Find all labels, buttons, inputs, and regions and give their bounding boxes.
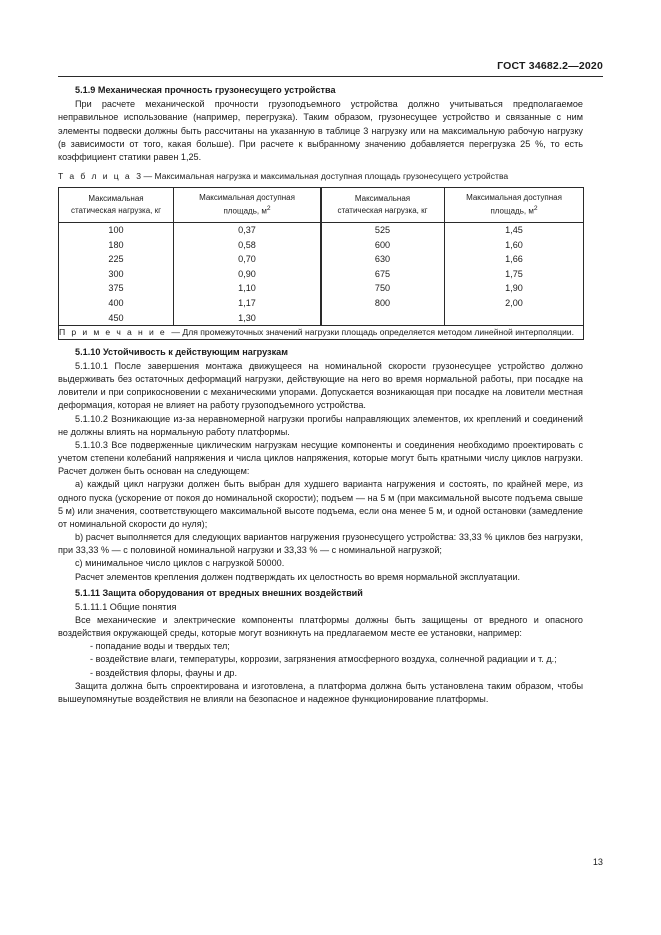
cell-area-left: 1,10 [174, 281, 321, 296]
table-row [59, 311, 584, 326]
cell-area-left: 0,58 [174, 238, 321, 253]
list-item-a: a) каждый цикл нагрузки должен быть выбран для худшего варианта нагружения и состоять, по крайней мере, из одного пуска (ускорение от покоя до номинальной скорости); подъем — на 5 м (при максимальной высоте подъема свыше 5 м) или значения, соответствующего максимальной высоте подъема, если она менее 5 м, и одной остановки (замедление от номинальной скорости до нуля); [58, 479, 583, 529]
table-row [59, 281, 584, 296]
table-row [59, 296, 584, 311]
table-header-cell-1 [59, 187, 174, 222]
header-line-1: Максимальная [354, 194, 411, 204]
cell-load-right: 800 [321, 296, 445, 311]
header-line-2: статическая нагрузка, кг [70, 205, 162, 215]
cell-area-right: 1,60 [445, 238, 584, 253]
cell-load-right: 600 [321, 238, 445, 253]
paragraph-5-1-11-intro: Все механические и электрические компоненты платформы должны быть защищены от вредного и опасного воздействия окружающей среды, которые могут возникнуть на предлагаемом месте ее установки, например: [58, 615, 583, 639]
note-label: П р и м е ч а н и е [59, 327, 167, 338]
header-line-1: Максимальная доступная [199, 192, 295, 202]
table-caption-number: 3 [136, 170, 142, 181]
header-line-2: площадь, м [223, 206, 267, 216]
cell-area-right: 1,90 [445, 281, 584, 296]
table-header-cell-4 [445, 187, 584, 222]
table-header-row [59, 187, 584, 222]
bullet-item-flora-fauna: - воздействия флоры, фауны и др. [90, 667, 238, 678]
cell-area-right: 2,00 [445, 296, 584, 311]
cell-area-right: 1,75 [445, 267, 584, 282]
note-dash: — [171, 327, 180, 338]
table-header-cell-3 [321, 187, 445, 222]
cell-load-left: 450 [59, 311, 174, 326]
paragraph-5-1-9-body: При расчете механической прочности грузоподъемного устройства должно учитываться предполагаемое неправильное использование (например, перегрузка). Таким образом, грузонесущее устройство и связанные с ним элементы подвески должны быть рассчитаны на указанную в таблице 3 нагрузку или на максимальную рабочую нагрузку (в зависимости от того, какая больше). При расчете к выбранному значению добавляется перегрузка 25 %, то есть коэффициент статики равен 1,25. [58, 99, 583, 162]
paragraph-5-1-10-3: 5.1.10.3 Все подверженные циклическим нагрузкам несущие компоненты и соединения необходимо проектировать с учетом степени колебаний напряжения и числа циклов напряжения, которые могут быть кратными числу циклов нагрузки. Расчет должен быть основан на следующем: [58, 439, 583, 477]
page-number: 13 [592, 857, 603, 867]
paragraph-5-1-10-closing: Расчет элементов крепления должен подтверждать их целостность во время нормальной эксплуатации. [75, 571, 521, 582]
table-row [59, 267, 584, 282]
cell-area-right: 1,45 [445, 223, 584, 238]
table-note [59, 326, 584, 340]
list-item-b: b) расчет выполняется для следующих вариантов нагружения грузонесущего устройства: 33,33 % циклов без нагрузки, при 33,33 % — с половиной номинальной нагрузки и 33,33 % — с номинальной нагрузкой; [58, 532, 583, 556]
header-line-1: Максимальная [88, 194, 144, 204]
cell-load-left: 300 [59, 267, 174, 282]
table-caption-label: Т а б л и ц а [58, 170, 132, 181]
cell-area-right [445, 311, 584, 326]
table-row [59, 252, 584, 267]
cell-load-left: 100 [59, 223, 174, 238]
header-line-1: Максимальная доступная [466, 192, 562, 202]
section-heading-5-1-11: 5.1.11 Защита оборудования от вредных внешних воздействий [75, 587, 363, 598]
cell-load-right: 630 [321, 252, 445, 267]
cell-area-left: 1,17 [174, 296, 321, 311]
paragraph-5-1-11-closing: Защита должна быть спроектирована и изготовлена, а платформа должна быть установлена таким образом, чтобы вышеупомянутые воздействия не влияли на безопасное и надежное функционирование платформы. [58, 680, 583, 704]
table-header-cell-2 [174, 187, 321, 222]
list-item-c: c) минимальное число циклов с нагрузкой 50000. [75, 558, 285, 569]
table-row [59, 238, 584, 253]
table-3-max-load-area [58, 187, 584, 340]
cell-load-left: 180 [59, 238, 174, 253]
cell-area-left: 0,90 [174, 267, 321, 282]
header-unit-superscript: 2 [533, 205, 538, 213]
running-header-standard-ref: ГОСТ 34682.2—2020 [497, 60, 603, 72]
cell-load-left: 225 [59, 252, 174, 267]
cell-load-right [321, 311, 445, 326]
table-caption-dash: — [143, 170, 153, 181]
cell-load-right: 525 [321, 223, 445, 238]
bullet-item-environment: - воздействие влаги, температуры, коррозии, загрязнения атмосферного воздуха, солнечной радиации и т. д.; [90, 654, 557, 665]
header-divider-rule [58, 76, 603, 77]
table-caption-title: Максимальная нагрузка и максимальная доступная площадь грузонесущего устройства [154, 170, 509, 181]
section-heading-5-1-10: 5.1.10 Устойчивость к действующим нагрузкам [75, 346, 288, 357]
bullet-item-water: - попадание воды и твердых тел; [90, 641, 230, 652]
subheading-5-1-11-1: 5.1.11.1 Общие понятия [75, 601, 177, 612]
cell-area-left: 0,70 [174, 252, 321, 267]
cell-load-right: 750 [321, 281, 445, 296]
page-content [58, 84, 583, 706]
section-heading-5-1-9: 5.1.9 Механическая прочность грузонесущего устройства [75, 85, 336, 95]
paragraph-5-1-10-2: 5.1.10.2 Возникающие из-за неравномерной нагрузки прогибы направляющих элементов, их креплений и соединений не должны влиять на нормальную работу платформы. [58, 413, 583, 437]
cell-load-left: 375 [59, 281, 174, 296]
cell-load-right: 675 [321, 267, 445, 282]
table-row [59, 223, 584, 238]
cell-area-left: 1,30 [174, 311, 321, 326]
table-note-row [59, 326, 584, 340]
header-unit-superscript: 2 [266, 205, 271, 213]
header-line-2: статическая нагрузка, кг [337, 205, 428, 215]
cell-area-right: 1,66 [445, 252, 584, 267]
cell-area-left: 0,37 [174, 223, 321, 238]
paragraph-5-1-10-1: 5.1.10.1 После завершения монтажа движущееся на номинальной скорости грузонесущее устройство должно выдерживать без остаточных деформаций нагрузки, действующие на него во время нормальной работы, при посадке на ловители и при соприкосновении с механическими упорами. Допускается возникающая при посадке на ловители местная деформация, которая не влияет на работу грузоподъемного устройства. [58, 361, 583, 411]
note-text: Для промежуточных значений нагрузки площадь определяется методом линейной интерполяции. [182, 327, 574, 338]
header-line-2: площадь, м [490, 206, 534, 216]
table-caption [58, 170, 583, 183]
cell-load-left: 400 [59, 296, 174, 311]
